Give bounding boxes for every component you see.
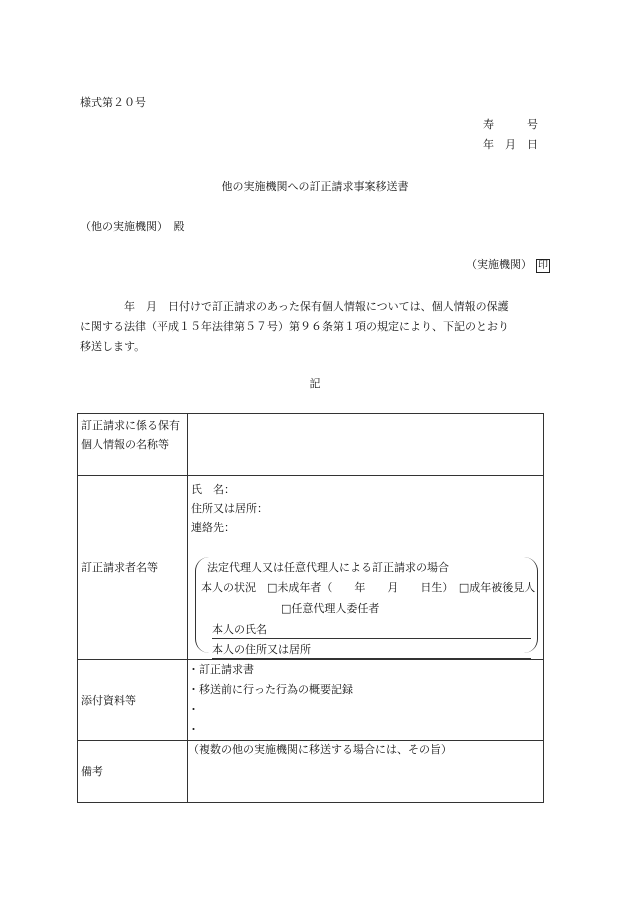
body-line-1: 年 月 日付けで訂正請求のあった保有個人情報については、個人情報の保護	[124, 300, 509, 313]
adult-guardian-checkbox: □成年被後見人	[458, 581, 536, 594]
requester-address: 住所又は居所：	[191, 502, 268, 515]
form-number: 様式第２０号	[80, 96, 146, 109]
document-number: 寿 号	[483, 118, 538, 131]
table-row	[78, 476, 544, 660]
requester-name: 氏 名：	[191, 483, 235, 496]
info-name-label: 訂正請求に係る保有個人情報の名称等	[78, 414, 188, 476]
representative-title: 法定代理人又は任意代理人による訂正請求の場合	[207, 561, 449, 574]
sender	[466, 259, 550, 273]
remarks-label: 備考	[78, 741, 188, 803]
minor-checkbox: □未成年者（ 年 月 日生）	[267, 581, 448, 594]
transfer-details-table	[77, 413, 544, 803]
addressee: （他の実施機関） 殿	[80, 220, 185, 233]
principal-address-line: 本人の住所又は居所	[212, 641, 531, 659]
requester-value	[188, 476, 544, 660]
principal-name-line: 本人の氏名	[212, 621, 531, 639]
body-line-2: に関する法律（平成１５年法律第５７号）第９６条第１項の規定により、下記のとおり	[80, 320, 509, 333]
ki-heading: 記	[309, 377, 321, 390]
table-row	[78, 660, 544, 741]
requester-contact: 連絡先：	[191, 521, 235, 534]
seal-mark: 印	[538, 260, 548, 271]
sender-label: （実施機関）	[466, 258, 532, 271]
status-label: 本人の状況	[201, 581, 256, 594]
body-line-3: 移送します。	[80, 340, 146, 353]
remarks-value: （複数の他の実施機関に移送する場合には、その旨）	[188, 741, 544, 803]
attachments-label: 添付資料等	[78, 660, 188, 741]
requester-label: 訂正請求者名等	[78, 476, 188, 660]
attachments-list	[188, 660, 544, 741]
principal-status-row	[201, 582, 535, 593]
list-item: ・訂正請求書	[188, 663, 254, 676]
table-row	[78, 741, 544, 803]
list-item: ・移送前に行った行為の概要記録	[188, 683, 353, 696]
list-item: ・	[188, 703, 199, 716]
info-name-value	[188, 414, 544, 476]
table-row	[78, 414, 544, 476]
document-date: 年 月 日	[483, 138, 538, 151]
document-title: 他の実施機関への訂正請求事案移送書	[221, 180, 409, 193]
requester-fields	[188, 476, 543, 537]
agent-checkbox: □任意代理人委任者	[281, 602, 380, 615]
body-text	[80, 297, 546, 357]
list-item: ・	[188, 723, 199, 736]
